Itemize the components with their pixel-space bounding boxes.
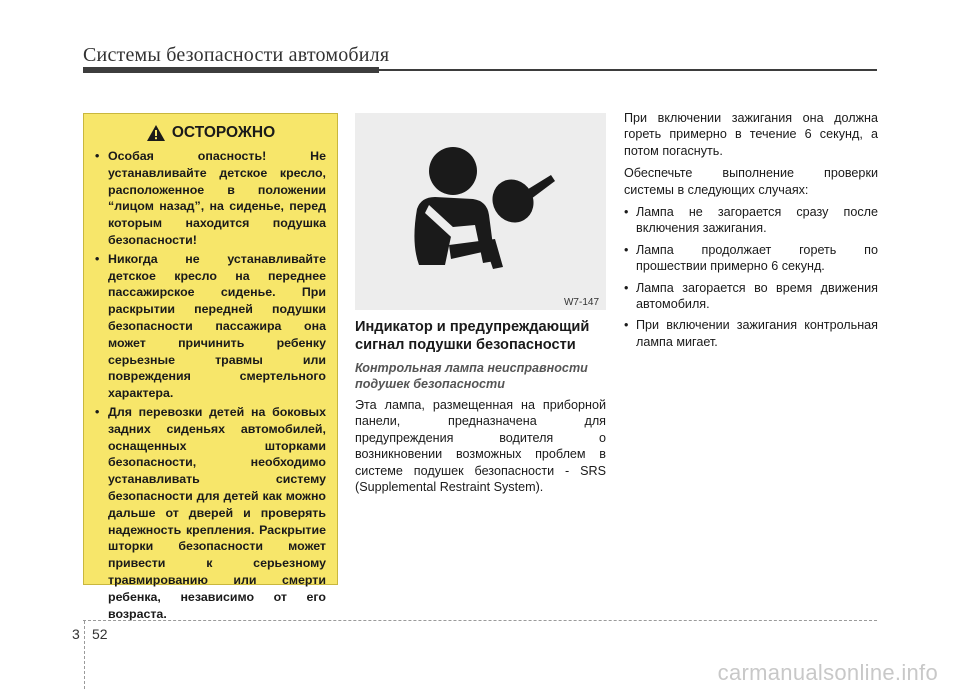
illustration-code: W7-147	[563, 297, 599, 308]
page-header-title: Системы безопасности автомобиля	[83, 44, 390, 66]
right-list	[624, 204, 878, 350]
section-heading: Индикатор и предупреждающий сигнал подушки безопасности	[355, 319, 590, 353]
airbag-illustration	[355, 113, 606, 310]
warning-box	[83, 113, 338, 621]
warning-item: • Для перевозки детей на боковых задних сиденьях автомобилей, оснащенных шторками безопасности, необходимо устанавливать систему безопасности для детей как можно дальше от дверей и проверять надежность крепления. Раскрытие шторки безопасности может привести к серьезному травмированию или смерти ребенка, независимо от его возраста.	[95, 404, 326, 622]
warning-item: • Никогда не устанавливайте детское кресло на переднее пассажирское сиденье. При раскрытии передней подушки безопасности пассажира она может причинить ребенку серьезные травмы или повреждения смертельного характера.	[95, 251, 326, 402]
section-middle	[355, 318, 606, 495]
warning-header	[95, 124, 326, 142]
watermark: carmanualsonline.info	[717, 660, 938, 685]
warning-item: • Особая опасность! Не устанавливайте детское кресло, расположенное в положении “лицом назад”, на сиденье, перед которым находится подушка безопасности!	[95, 148, 326, 249]
right-paragraph-2: Обеспечьте выполнение проверки системы в следующих случаях:	[624, 166, 878, 197]
right-list-item: • Лампа загорается во время движения автомобиля.	[624, 280, 878, 313]
page-chapter: 3	[72, 626, 80, 642]
footer-rule	[83, 620, 877, 621]
page-number: 52	[92, 626, 108, 642]
warning-triangle-icon	[146, 124, 166, 142]
header-rule-thick	[83, 67, 379, 73]
right-paragraph-1: При включении зажигания она должна гореть примерно в течение 6 секунд, а потом погаснуть.	[624, 111, 878, 158]
section-right	[624, 110, 878, 355]
right-list-item: • Лампа продолжает гореть по прошествии примерно 6 секунд.	[624, 242, 878, 275]
warning-list	[95, 148, 326, 622]
warning-title: ОСТОРОЖНО	[171, 124, 276, 141]
right-list-item: • Лампа не загорается сразу после включения зажигания.	[624, 204, 878, 237]
header-rule-thin	[379, 69, 877, 71]
footer-vertical-rule	[84, 621, 85, 689]
airbag-warning-icon	[355, 113, 606, 310]
right-list-item: • При включении зажигания контрольная лампа мигает.	[624, 317, 878, 350]
section-body: Эта лампа, размещенная на приборной панели, предназначена для предупреждения водителя о возникновении возможных проблем в системе подушек безопасности - SRS (Supplemental Restraint System).	[355, 398, 606, 495]
section-subheading: Контрольная лампа неисправности подушек безопасности	[355, 361, 588, 391]
